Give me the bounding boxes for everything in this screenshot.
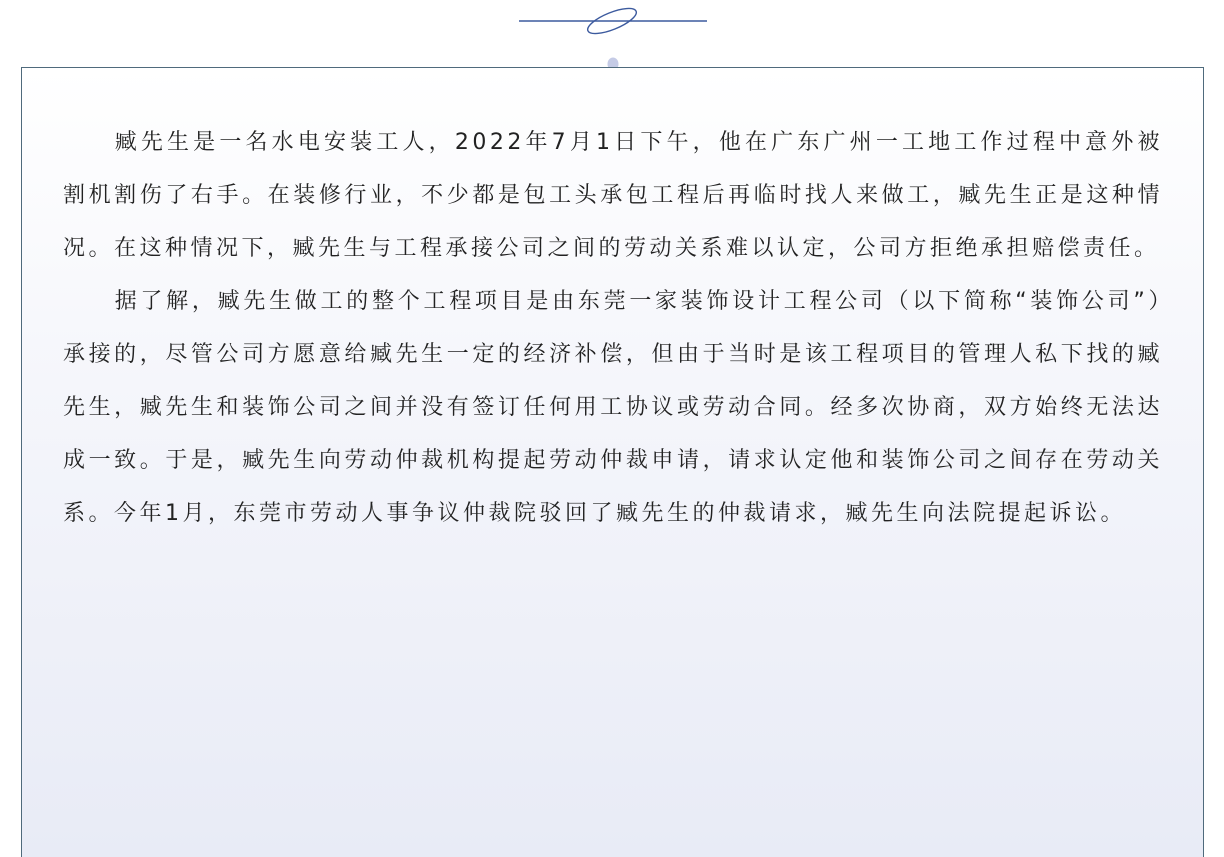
article-paragraph-2: 据了解，臧先生做工的整个工程项目是由东莞一家装饰设计工程公司（以下简称“装饰公司”）承接的，尽管公司方愿意给臧先生一定的经济补偿，但由于当时是该工程项目的管理人私下找的臧先生，臧先生和装饰公司之间并没有签订任何用工协议或劳动合同。经多次协商，双方始终无法达成一致。于是，臧先生向劳动仲裁机构提起劳动仲裁申请，请求认定他和装饰公司之间存在劳动关系。今年1月，东莞市劳动人事争议仲裁院驳回了臧先生的仲裁请求，臧先生向法院提起诉讼。: [63, 289, 1163, 526]
article-body: [63, 116, 1163, 540]
article-paragraph-1: 臧先生是一名水电安装工人，2022年7月1日下午，他在广东广州一工地工作过程中意外被割机割伤了右手。在装修行业，不少都是包工头承包工程后再临时找人来做工，臧先生正是这种情况。在这种情况下，臧先生与工程承接公司之间的劳动关系难以认定，公司方拒绝承担赔偿责任。: [63, 130, 1163, 261]
